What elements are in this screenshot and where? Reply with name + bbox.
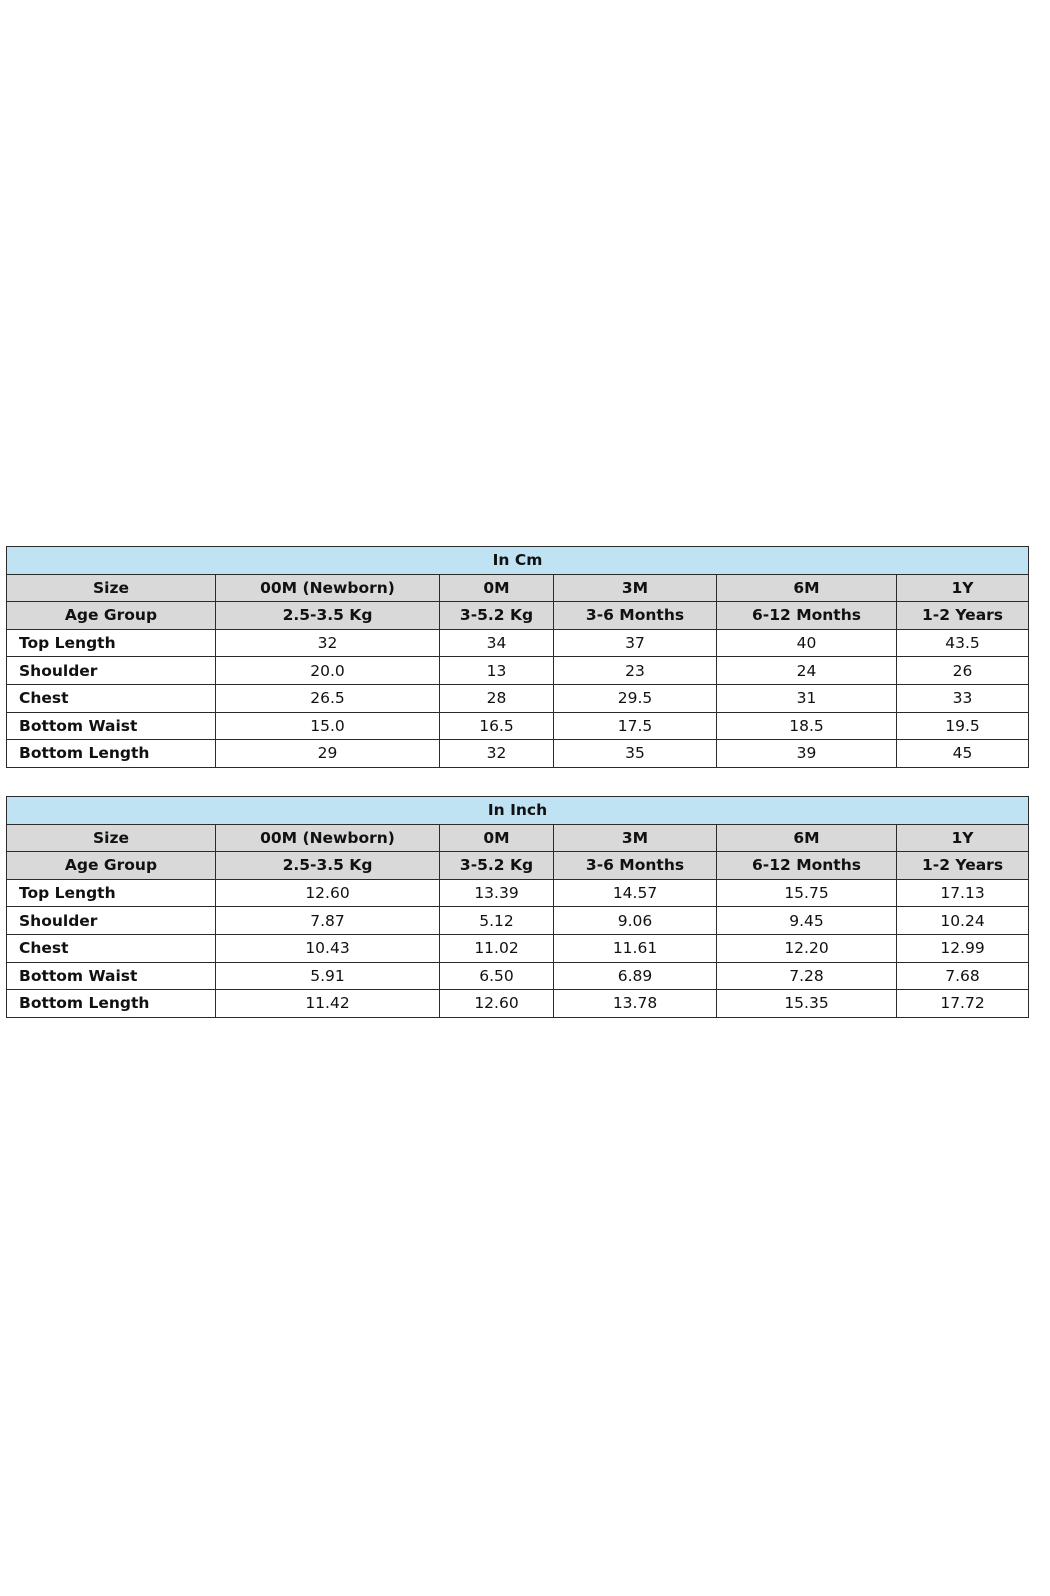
table-row bbox=[7, 740, 1029, 768]
age-group-cell: 3-5.2 Kg bbox=[440, 602, 554, 630]
size-header-row bbox=[7, 574, 1029, 602]
age-group-row bbox=[7, 602, 1029, 630]
table-cell: 12.20 bbox=[717, 934, 897, 962]
table-cell: 26 bbox=[897, 657, 1029, 685]
measurement-label: Chest bbox=[7, 684, 216, 712]
measurement-label: Bottom Waist bbox=[7, 712, 216, 740]
table-cell: 35 bbox=[554, 740, 717, 768]
table-cell: 34 bbox=[440, 629, 554, 657]
table-cell: 10.24 bbox=[897, 907, 1029, 935]
table-title: In Inch bbox=[7, 797, 1029, 825]
table-cell: 6.50 bbox=[440, 962, 554, 990]
measurement-label: Bottom Length bbox=[7, 990, 216, 1018]
table-cell: 9.45 bbox=[717, 907, 897, 935]
measurement-label: Top Length bbox=[7, 879, 216, 907]
age-group-cell: 6-12 Months bbox=[717, 852, 897, 880]
table-cell: 31 bbox=[717, 684, 897, 712]
size-header-cell: 3M bbox=[554, 574, 717, 602]
table-row bbox=[7, 934, 1029, 962]
table-cell: 43.5 bbox=[897, 629, 1029, 657]
table-cell: 7.28 bbox=[717, 962, 897, 990]
size-chart-inch-table bbox=[6, 796, 1029, 1018]
table-row bbox=[7, 962, 1029, 990]
table-row bbox=[7, 629, 1029, 657]
table-title: In Cm bbox=[7, 547, 1029, 575]
table-cell: 11.02 bbox=[440, 934, 554, 962]
table-cell: 13.78 bbox=[554, 990, 717, 1018]
age-group-cell: 1-2 Years bbox=[897, 852, 1029, 880]
table-cell: 32 bbox=[216, 629, 440, 657]
table-cell: 11.61 bbox=[554, 934, 717, 962]
table-row bbox=[7, 684, 1029, 712]
table-cell: 33 bbox=[897, 684, 1029, 712]
table-cell: 26.5 bbox=[216, 684, 440, 712]
table-cell: 5.91 bbox=[216, 962, 440, 990]
table-row bbox=[7, 990, 1029, 1018]
measurement-label: Chest bbox=[7, 934, 216, 962]
table-row bbox=[7, 657, 1029, 685]
age-group-cell: 3-5.2 Kg bbox=[440, 852, 554, 880]
measurement-label: Bottom Length bbox=[7, 740, 216, 768]
table-cell: 19.5 bbox=[897, 712, 1029, 740]
table-cell: 15.75 bbox=[717, 879, 897, 907]
table-cell: 40 bbox=[717, 629, 897, 657]
size-header-cell: 6M bbox=[717, 574, 897, 602]
table-cell: 5.12 bbox=[440, 907, 554, 935]
table-cell: 24 bbox=[717, 657, 897, 685]
measurement-label: Shoulder bbox=[7, 907, 216, 935]
table-title-row bbox=[7, 547, 1029, 575]
size-header-cell: 00M (Newborn) bbox=[216, 574, 440, 602]
table-cell: 12.60 bbox=[440, 990, 554, 1018]
table-cell: 20.0 bbox=[216, 657, 440, 685]
size-header-label: Size bbox=[7, 574, 216, 602]
age-group-cell: 6-12 Months bbox=[717, 602, 897, 630]
age-group-cell: 3-6 Months bbox=[554, 852, 717, 880]
table-cell: 23 bbox=[554, 657, 717, 685]
size-header-cell: 6M bbox=[717, 824, 897, 852]
table-cell: 16.5 bbox=[440, 712, 554, 740]
table-cell: 45 bbox=[897, 740, 1029, 768]
table-cell: 11.42 bbox=[216, 990, 440, 1018]
table-cell: 6.89 bbox=[554, 962, 717, 990]
table-cell: 15.0 bbox=[216, 712, 440, 740]
size-chart-cm-table bbox=[6, 546, 1029, 768]
table-cell: 12.60 bbox=[216, 879, 440, 907]
table-cell: 14.57 bbox=[554, 879, 717, 907]
measurement-label: Top Length bbox=[7, 629, 216, 657]
age-group-cell: 2.5-3.5 Kg bbox=[216, 602, 440, 630]
table-cell: 17.72 bbox=[897, 990, 1029, 1018]
size-header-row bbox=[7, 824, 1029, 852]
table-cell: 39 bbox=[717, 740, 897, 768]
table-cell: 7.87 bbox=[216, 907, 440, 935]
table-cell: 17.13 bbox=[897, 879, 1029, 907]
table-cell: 18.5 bbox=[717, 712, 897, 740]
table-cell: 10.43 bbox=[216, 934, 440, 962]
size-header-label: Size bbox=[7, 824, 216, 852]
size-header-cell: 1Y bbox=[897, 574, 1029, 602]
measurement-label: Shoulder bbox=[7, 657, 216, 685]
table-cell: 29 bbox=[216, 740, 440, 768]
size-header-cell: 1Y bbox=[897, 824, 1029, 852]
size-header-cell: 0M bbox=[440, 574, 554, 602]
size-header-cell: 00M (Newborn) bbox=[216, 824, 440, 852]
table-cell: 7.68 bbox=[897, 962, 1029, 990]
size-header-cell: 3M bbox=[554, 824, 717, 852]
table-row bbox=[7, 712, 1029, 740]
table-title-row bbox=[7, 797, 1029, 825]
table-cell: 37 bbox=[554, 629, 717, 657]
table-cell: 9.06 bbox=[554, 907, 717, 935]
age-group-cell: 1-2 Years bbox=[897, 602, 1029, 630]
table-cell: 28 bbox=[440, 684, 554, 712]
age-group-label: Age Group bbox=[7, 602, 216, 630]
table-cell: 32 bbox=[440, 740, 554, 768]
measurement-label: Bottom Waist bbox=[7, 962, 216, 990]
size-header-cell: 0M bbox=[440, 824, 554, 852]
age-group-cell: 2.5-3.5 Kg bbox=[216, 852, 440, 880]
table-cell: 17.5 bbox=[554, 712, 717, 740]
age-group-cell: 3-6 Months bbox=[554, 602, 717, 630]
table-row bbox=[7, 907, 1029, 935]
age-group-label: Age Group bbox=[7, 852, 216, 880]
table-cell: 15.35 bbox=[717, 990, 897, 1018]
table-cell: 29.5 bbox=[554, 684, 717, 712]
table-row bbox=[7, 879, 1029, 907]
table-cell: 12.99 bbox=[897, 934, 1029, 962]
table-cell: 13 bbox=[440, 657, 554, 685]
age-group-row bbox=[7, 852, 1029, 880]
table-cell: 13.39 bbox=[440, 879, 554, 907]
